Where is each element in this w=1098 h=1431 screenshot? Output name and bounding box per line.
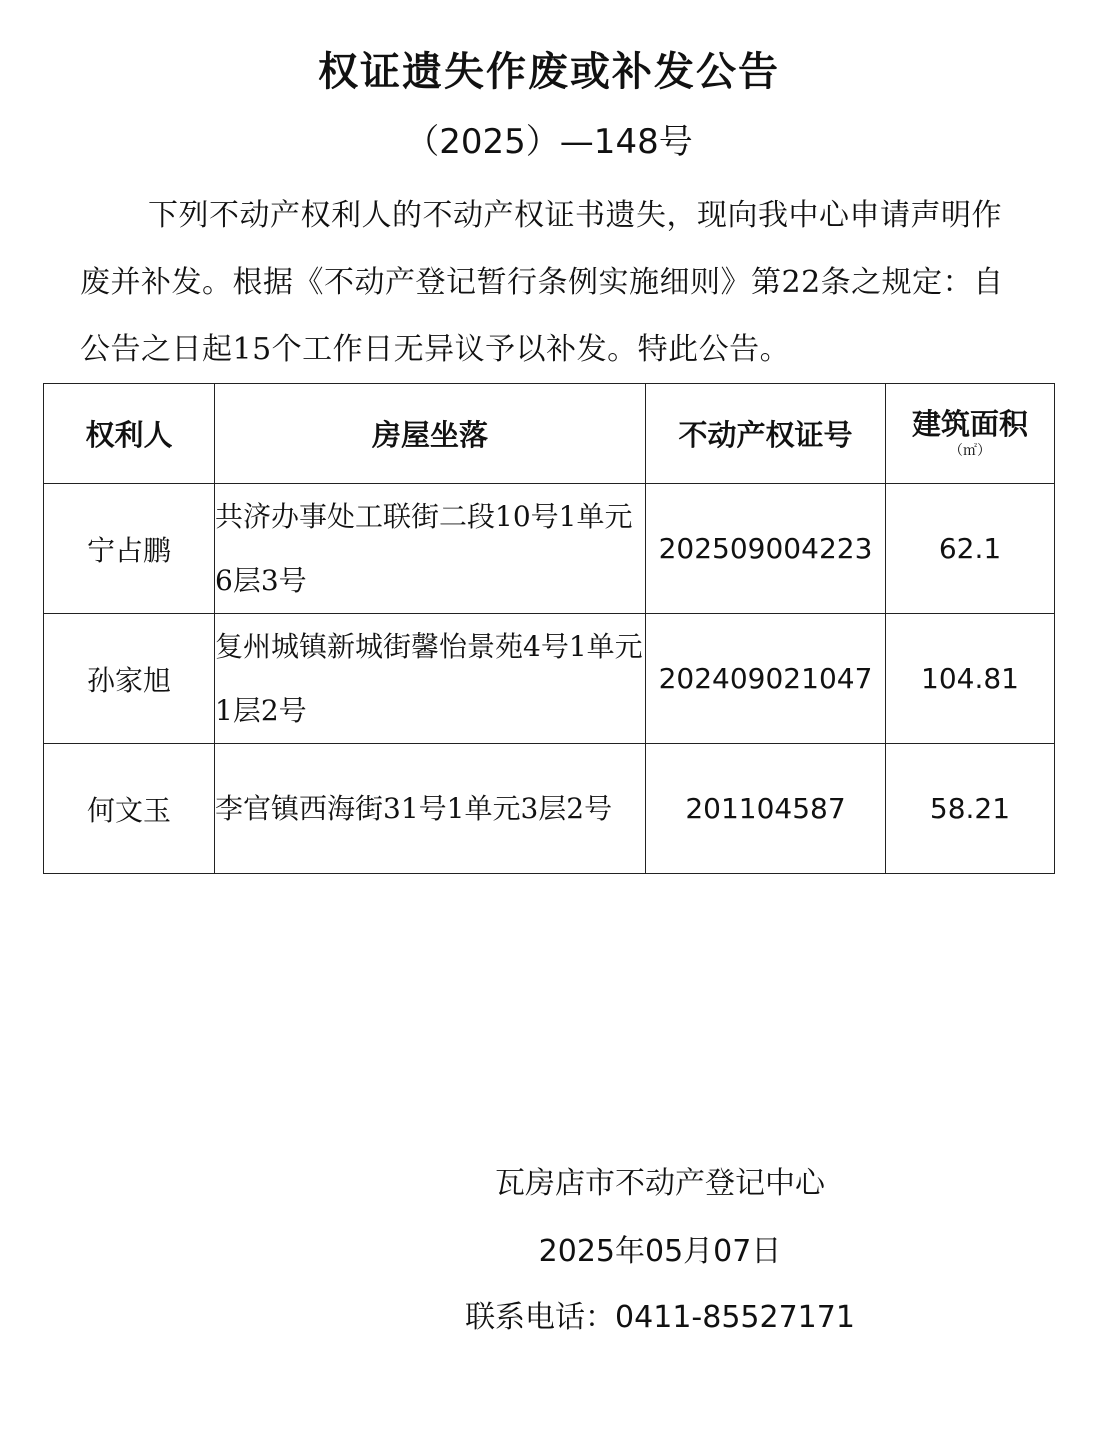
table-header-row — [44, 384, 1055, 484]
certificate-cell: 202409021047 — [646, 614, 886, 744]
area-cell: 58.21 — [886, 744, 1055, 874]
address-cell: 共济办事处工联街二段10号1单元6层3号 — [215, 484, 646, 614]
header-certificate-number: 不动产权证号 — [646, 384, 886, 484]
certificate-cell: 201104587 — [646, 744, 886, 874]
header-building-area — [886, 384, 1055, 484]
header-area-unit: （㎡） — [949, 442, 991, 459]
address-cell: 李官镇西海街31号1单元3层2号 — [215, 744, 646, 874]
issuing-organization: 瓦房店市不动产登记中心 — [495, 1166, 825, 1201]
contact-phone: 联系电话：0411-85527171 — [465, 1300, 855, 1335]
area-cell: 104.81 — [886, 614, 1055, 744]
owner-cell: 宁占鹏 — [44, 484, 215, 614]
table-row — [44, 614, 1055, 744]
notice-body: 下列不动产权利人的不动产权证书遗失，现向我中心申请声明作废并补发。根据《不动产登记暂行条例实施细则》第22条之规定：自公告之日起15个工作日无异议予以补发。特此公告。 — [80, 198, 1004, 367]
table-row — [44, 484, 1055, 614]
certificate-cell: 202509004223 — [646, 484, 886, 614]
table-row — [44, 744, 1055, 874]
area-cell: 62.1 — [886, 484, 1055, 614]
address-cell: 复州城镇新城街馨怡景苑4号1单元1层2号 — [215, 614, 646, 744]
owner-cell: 孙家旭 — [44, 614, 215, 744]
lost-certificate-table — [43, 383, 1055, 874]
document-number: （2025）—148号 — [405, 122, 693, 162]
header-address: 房屋坐落 — [215, 384, 646, 484]
owner-cell: 何文玉 — [44, 744, 215, 874]
header-owner: 权利人 — [44, 384, 215, 484]
issue-date: 2025年05月07日 — [538, 1234, 782, 1269]
header-area-label: 建筑面积 — [911, 406, 1028, 441]
notice-title: 权证遗失作废或补发公告 — [318, 49, 780, 95]
